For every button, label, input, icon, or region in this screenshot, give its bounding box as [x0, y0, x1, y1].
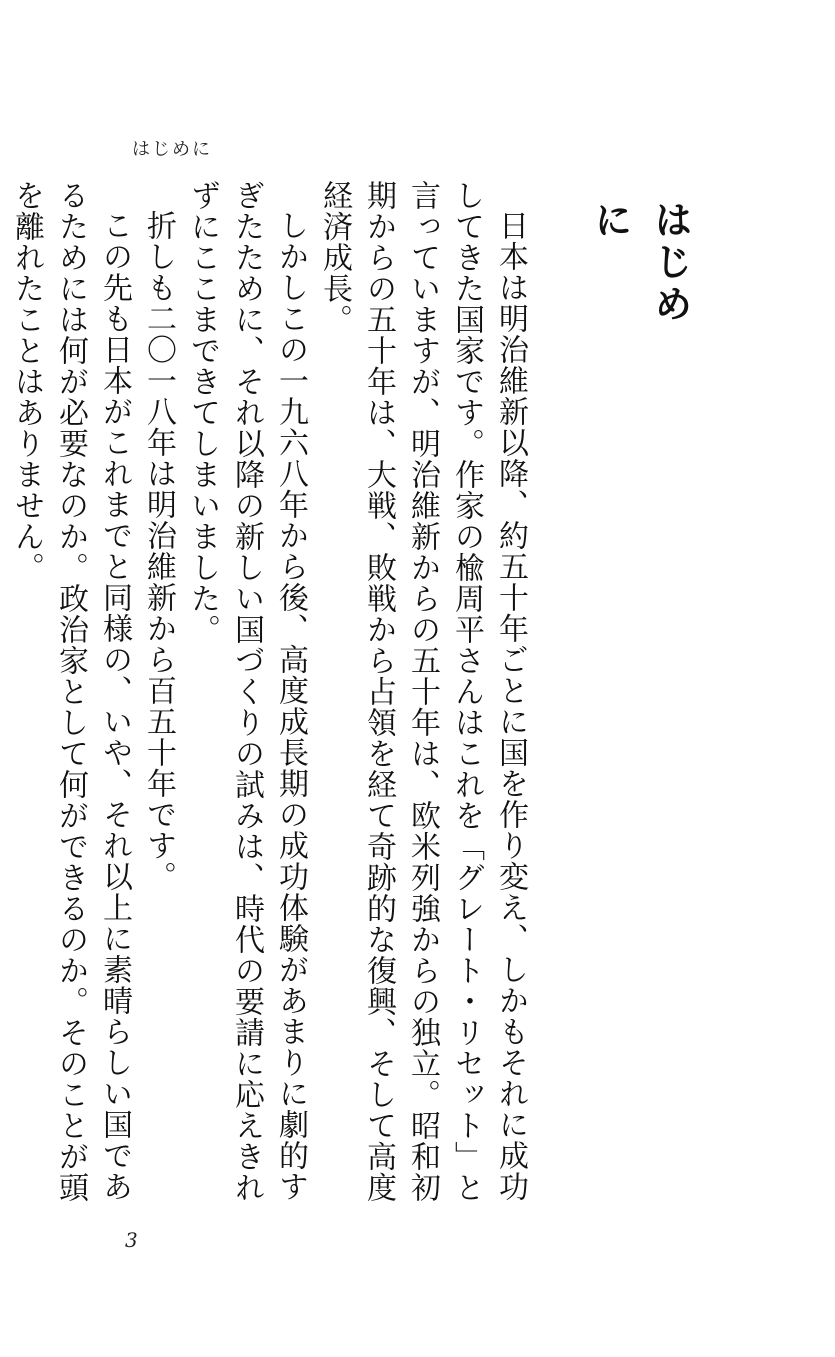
paragraph: 日本は明治維新以降、約五十年ごとに国を作り変え、しかもそれに成功してきた国家です。作家の楡周平さんはこれを「グレート・リセット」と言っていますが、明治維新からの五十年は、欧米列強からの独立。昭和初期からの五十年は、大戦、敗戦から占領を経て奇跡的な復興、そして高度経済成長。	[317, 180, 528, 1203]
paragraph: この先も日本がこれまでと同様の、いや、それ以上に素晴らしい国であるためには何が必要なのか。政治家として何ができるのか。そのことが頭を離れたことはありません。	[9, 180, 132, 1203]
paragraph: 折しも二〇一八年は明治維新から百五十年です。	[141, 210, 176, 892]
body-text	[9, 180, 532, 1220]
chapter-title: はじめに	[588, 200, 693, 326]
paragraph: しかしこの一九六八年から後、高度成長期の成功体験があまりに劇的すぎたために、それ以降の新しい国づくりの試みは、時代の要請に応えきれずにここまできてしまいました。	[185, 180, 308, 1203]
page-number: 3	[125, 1228, 138, 1252]
running-head: はじめに	[132, 139, 212, 160]
